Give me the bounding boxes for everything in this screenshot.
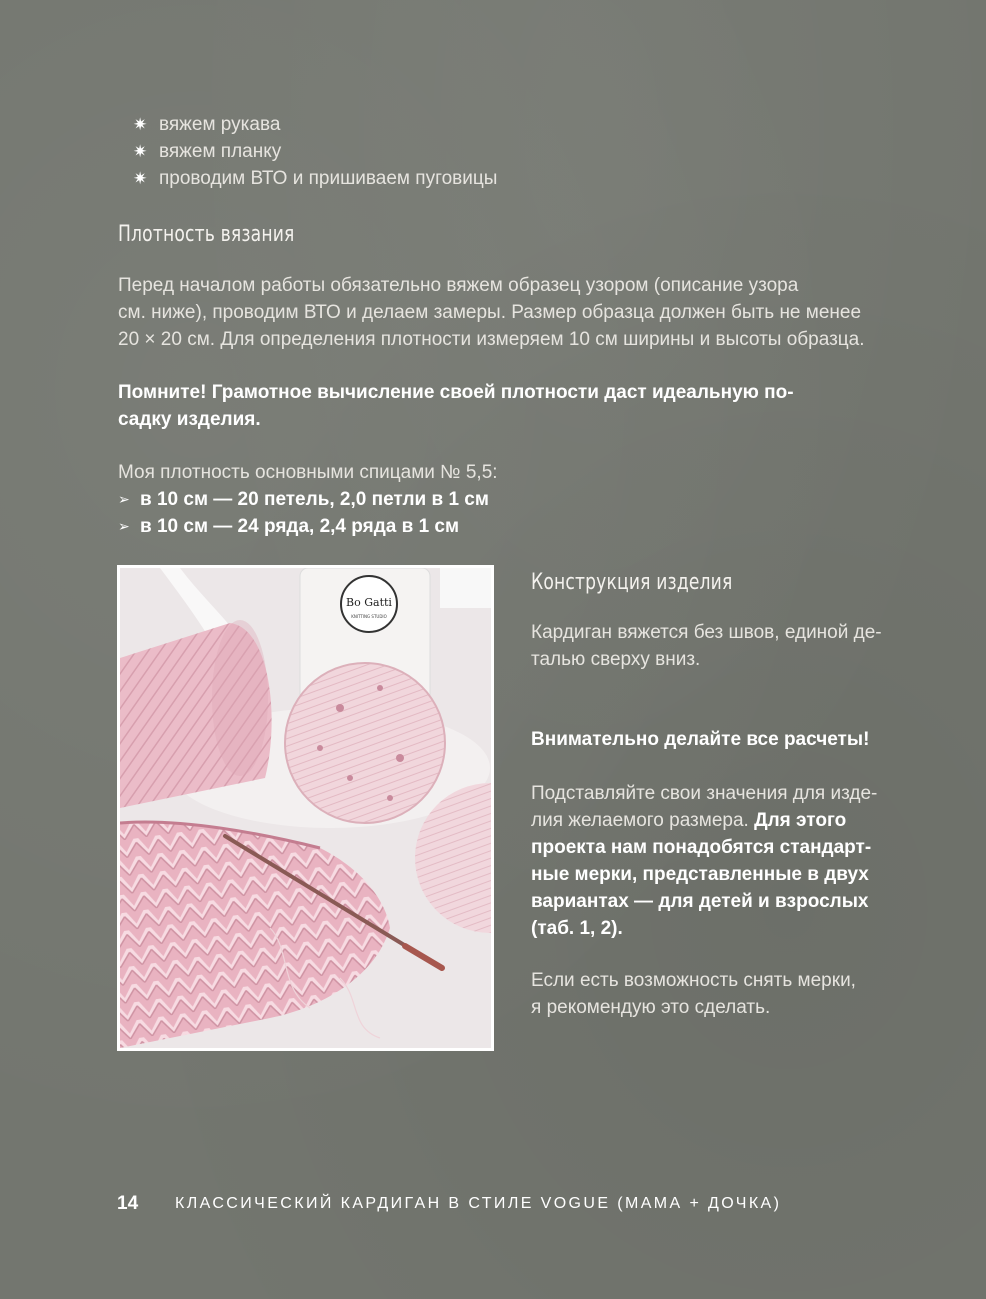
page-footer — [117, 1193, 781, 1215]
star-bullet-icon: ✷ — [133, 142, 148, 161]
triangle-right-icon: ➢ — [118, 491, 130, 507]
list-item: ➢ в 10 см — 24 ряда, 2,4 ряда в 1 см — [118, 513, 489, 540]
density-heading: Плотность вязания — [118, 222, 295, 247]
construction-note: Внимательно делайте все расчеты! — [531, 729, 870, 750]
page-number: 14 — [117, 1193, 139, 1214]
list-item: ✷ вяжем планку — [133, 138, 497, 165]
bullet-list — [133, 111, 497, 192]
star-bullet-icon: ✷ — [133, 169, 148, 188]
list-item: ✷ проводим ВТО и пришиваем пуговицы — [133, 165, 497, 192]
list-item: ✷ вяжем рукава — [133, 111, 497, 138]
construction-paragraph-3: Если есть возможность снять мерки, я рекомендую это сделать. — [531, 970, 856, 1018]
density-paragraph: Перед началом работы обязательно вяжем образец узором (описание узора см. ниже), проводим ВТО и делаем замеры. Размер образца должен быть не менее 20 × 20 см. Для определения плотности измеряем 10 см ширины и высоты образца. — [118, 275, 865, 350]
construction-paragraph-1: Кардиган вяжется без швов, единой де- талью сверху вниз. — [531, 622, 882, 670]
density-intro: Моя плотность основными спицами № 5,5: — [118, 462, 498, 483]
brand-logo-subtext: KNITTING STUDIO — [351, 614, 387, 619]
density-note: Помните! Грамотное вычисление своей плотности даст идеальную по- садку изделия. — [118, 382, 794, 430]
brand-logo-text: Bo Gatti — [346, 596, 392, 609]
running-title: КЛАССИЧЕСКИЙ КАРДИГАН В СТИЛЕ VOGUE (МАМА + ДОЧКА) — [175, 1195, 782, 1212]
construction-paragraph-2: Подставляйте свои значения для изде- лия желаемого размера. Для этого проекта нам понадобятся стандарт- ные мерки, представленные в двух вариантах — для детей и взрослых (таб. 1, 2). — [531, 783, 878, 939]
star-bullet-icon: ✷ — [133, 115, 148, 134]
triangle-right-icon: ➢ — [118, 518, 130, 534]
list-item: ➢ в 10 см — 20 петель, 2,0 петли в 1 см — [118, 486, 489, 513]
yarn-illustration — [120, 568, 491, 1048]
construction-heading: Конструкция изделия — [531, 570, 733, 595]
yarn-photo — [117, 565, 494, 1051]
density-list — [118, 486, 489, 540]
